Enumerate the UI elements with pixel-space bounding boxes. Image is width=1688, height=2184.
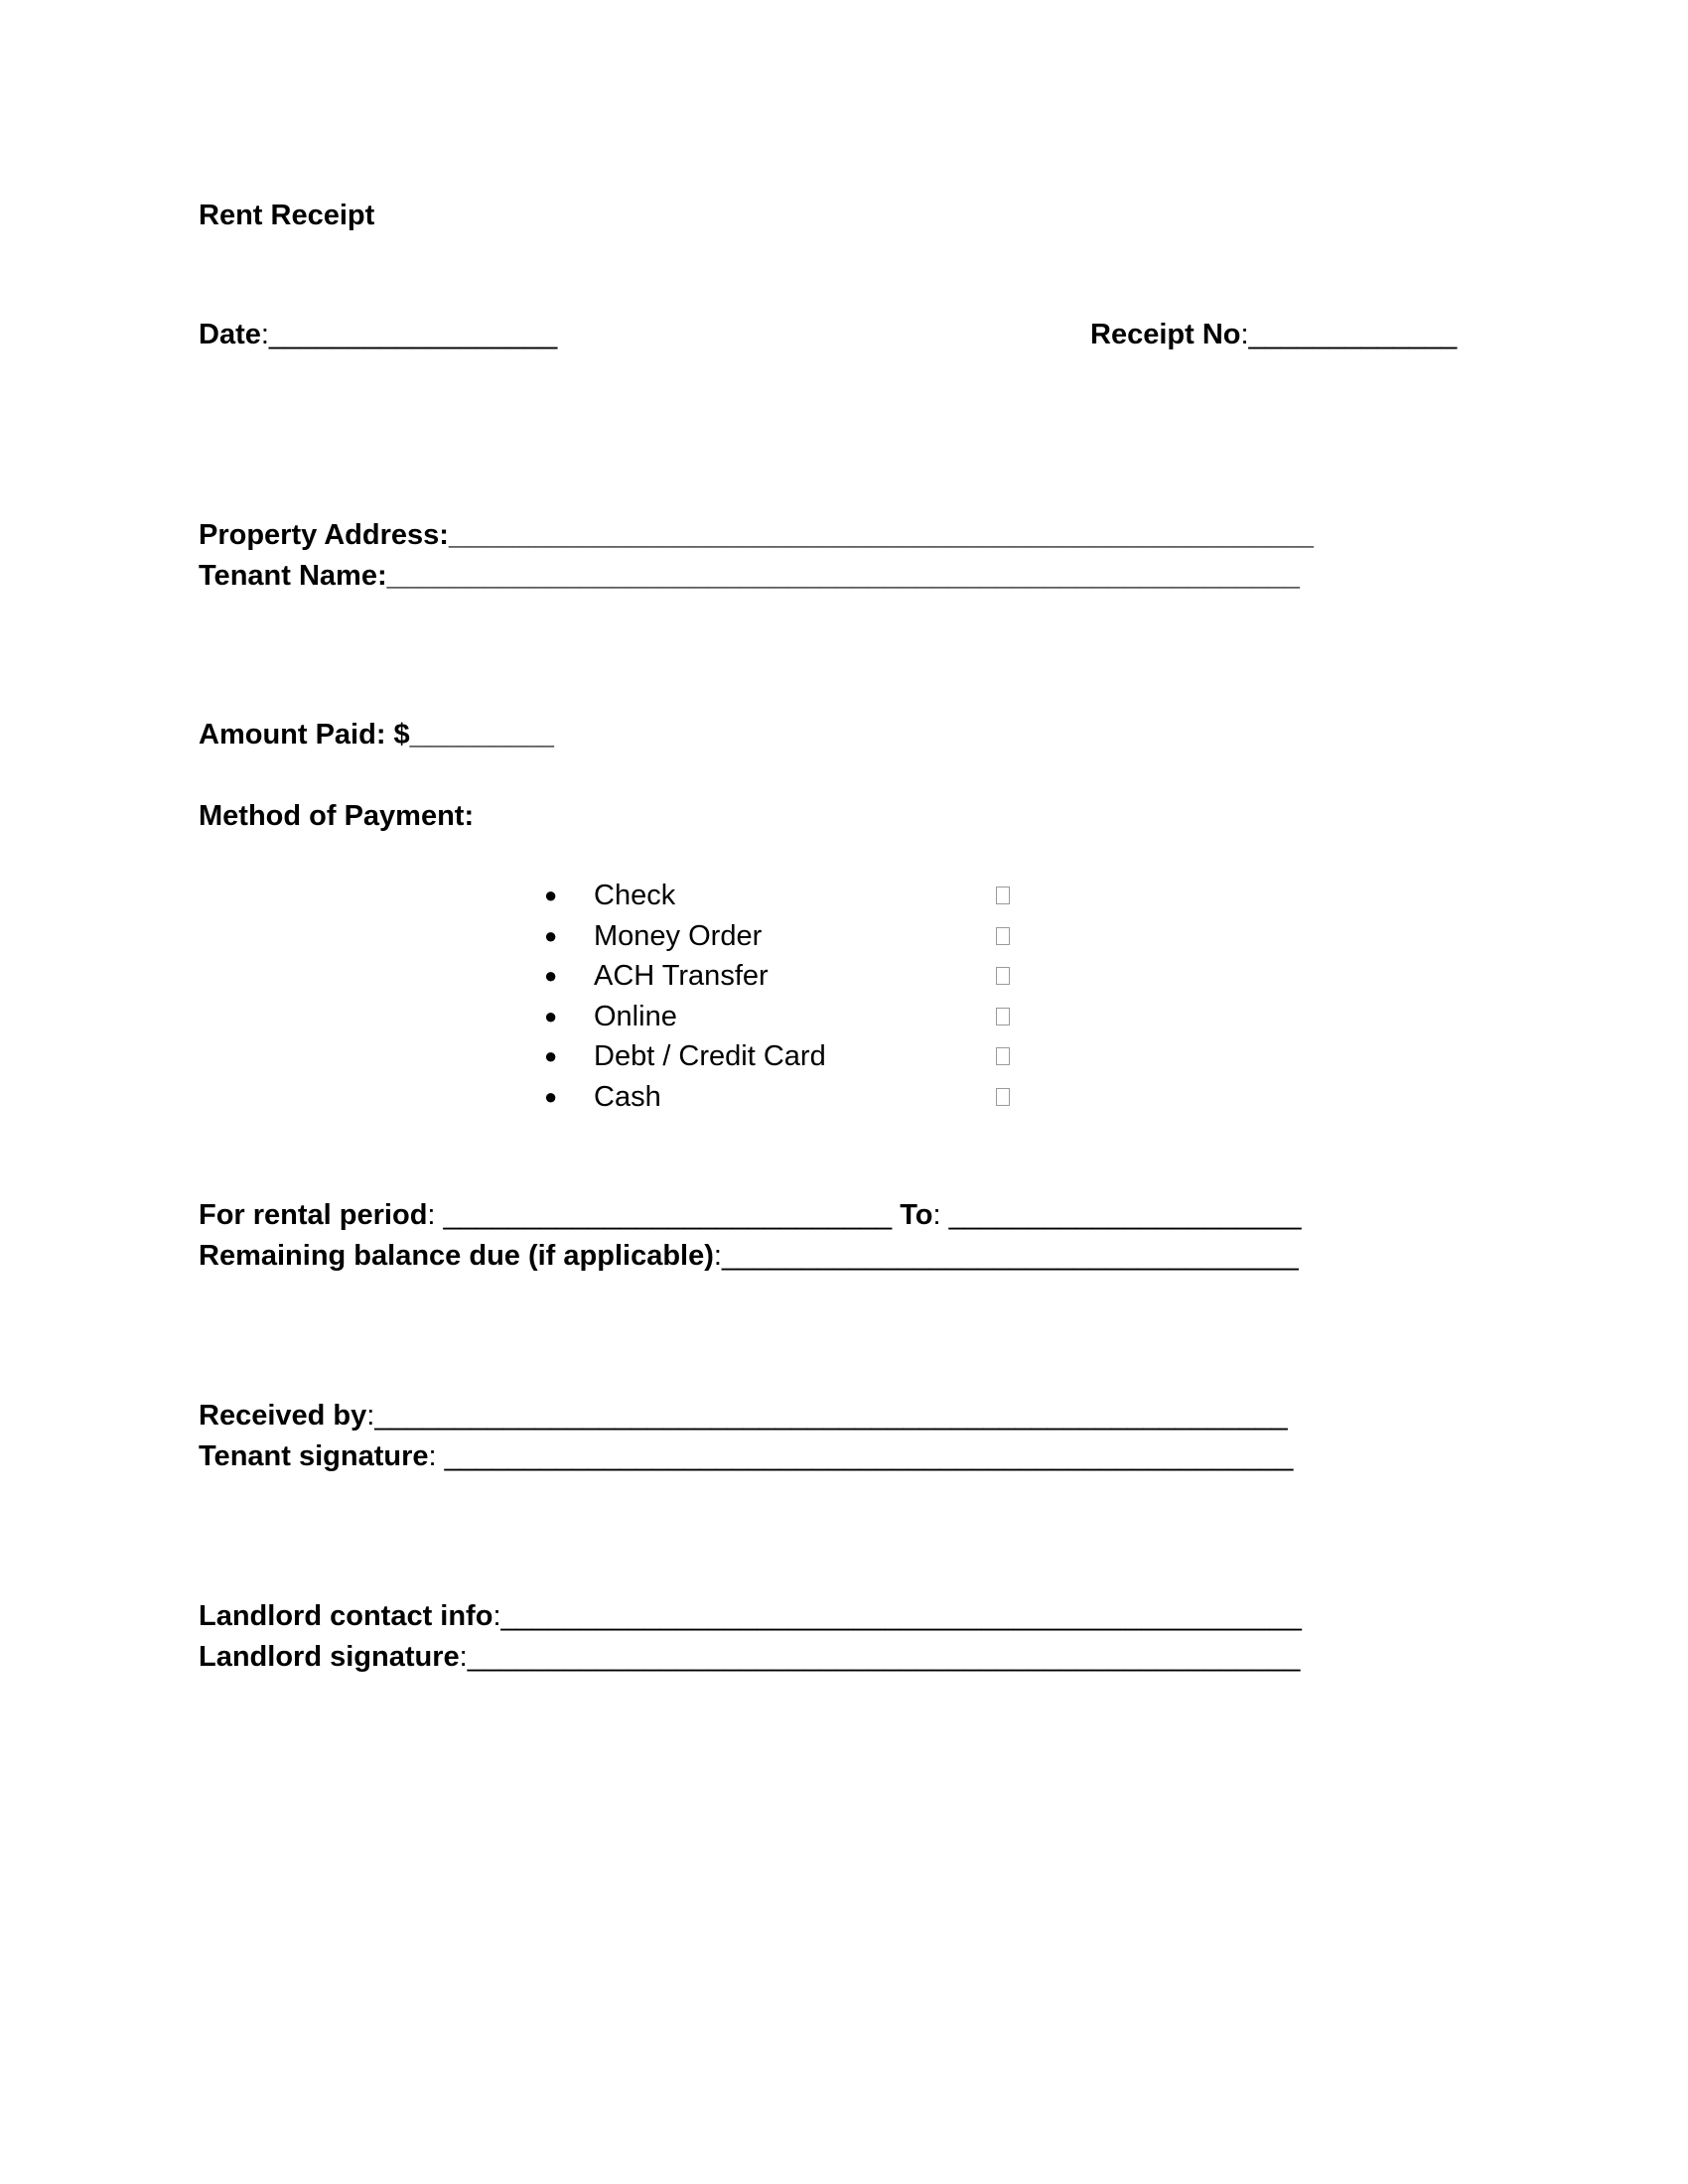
date-field	[199, 315, 557, 354]
receipt-number-field	[1090, 315, 1457, 354]
rental-period-label: For rental period	[199, 1199, 428, 1231]
remaining-balance-blank[interactable]: ____________________________________	[721, 1240, 1299, 1272]
property-address-blank[interactable]: ______________________________________________________	[448, 519, 1314, 551]
payment-method-label: ACH Transfer	[594, 960, 769, 993]
rental-period-from-blank[interactable]: ____________________________	[443, 1199, 893, 1231]
landlord-signature-blank[interactable]: ____________________________________________________	[467, 1641, 1301, 1673]
landlord-contact-colon: :	[492, 1600, 501, 1632]
payment-method-label: Money Order	[594, 919, 763, 952]
amount-paid-field	[199, 715, 554, 754]
rental-period-to-label: To	[900, 1199, 933, 1231]
date-blank[interactable]: __________________	[268, 319, 558, 350]
payment-method-label: Debt / Credit Card	[594, 1040, 826, 1073]
landlord-contact-blank[interactable]: __________________________________________________	[500, 1600, 1302, 1632]
payment-method-label: Cash	[594, 1080, 661, 1113]
received-by-colon: :	[366, 1400, 375, 1432]
checkbox-icon[interactable]	[996, 1008, 1010, 1025]
tenant-name-field	[199, 556, 1300, 596]
rental-period-to-colon: :	[932, 1199, 949, 1231]
checkbox-icon[interactable]	[996, 967, 1010, 985]
date-label: Date	[199, 319, 261, 350]
remaining-balance-colon: :	[713, 1240, 722, 1272]
received-by-blank[interactable]: _________________________________________________________	[374, 1400, 1288, 1432]
checkbox-icon[interactable]	[996, 887, 1010, 904]
bullet-icon: ●	[544, 1043, 558, 1069]
tenant-signature-blank[interactable]: _____________________________________________________	[444, 1440, 1294, 1472]
received-by-field	[199, 1396, 1288, 1435]
bullet-icon: ●	[544, 1083, 558, 1109]
checkbox-icon[interactable]	[996, 1088, 1010, 1106]
landlord-signature-field	[199, 1637, 1300, 1677]
remaining-balance-field	[199, 1236, 1299, 1276]
landlord-signature-colon: :	[459, 1641, 468, 1673]
bullet-icon: ●	[544, 963, 558, 989]
tenant-signature-label: Tenant signature	[199, 1440, 429, 1472]
rental-period-to-blank[interactable]: ______________________	[948, 1199, 1302, 1231]
bullet-icon: ●	[544, 883, 558, 907]
received-by-label: Received by	[199, 1400, 367, 1432]
receipt-number-label: Receipt No	[1090, 319, 1241, 350]
landlord-contact-field	[199, 1596, 1302, 1636]
landlord-contact-label: Landlord contact info	[199, 1600, 493, 1632]
amount-paid-blank[interactable]: _________	[409, 719, 554, 751]
bullet-icon: ●	[544, 922, 558, 948]
bullet-icon: ●	[544, 1003, 558, 1028]
checkbox-icon[interactable]	[996, 927, 1010, 945]
tenant-signature-field	[199, 1436, 1293, 1476]
receipt-number-colon: :	[1240, 319, 1249, 350]
tenant-name-blank[interactable]: _________________________________________________________	[386, 560, 1300, 592]
payment-method-label: Check	[594, 880, 676, 911]
property-address-field	[199, 515, 1314, 555]
tenant-name-label: Tenant Name:	[199, 560, 387, 592]
rental-period-colon: :	[427, 1199, 444, 1231]
remaining-balance-label: Remaining balance due (if applicable)	[199, 1240, 714, 1272]
page-title: Rent Receipt	[199, 200, 375, 231]
payment-method-label: Online	[594, 1000, 677, 1032]
receipt-number-blank[interactable]: _____________	[1248, 319, 1458, 350]
payment-method-heading: Method of Payment:	[199, 800, 475, 832]
landlord-signature-label: Landlord signature	[199, 1641, 460, 1673]
date-colon: :	[260, 319, 269, 350]
property-address-label: Property Address:	[199, 519, 449, 551]
amount-paid-label: Amount Paid: $	[199, 719, 410, 751]
rental-period-field	[199, 1195, 1301, 1235]
tenant-signature-colon: :	[428, 1440, 445, 1472]
checkbox-icon[interactable]	[996, 1047, 1010, 1065]
